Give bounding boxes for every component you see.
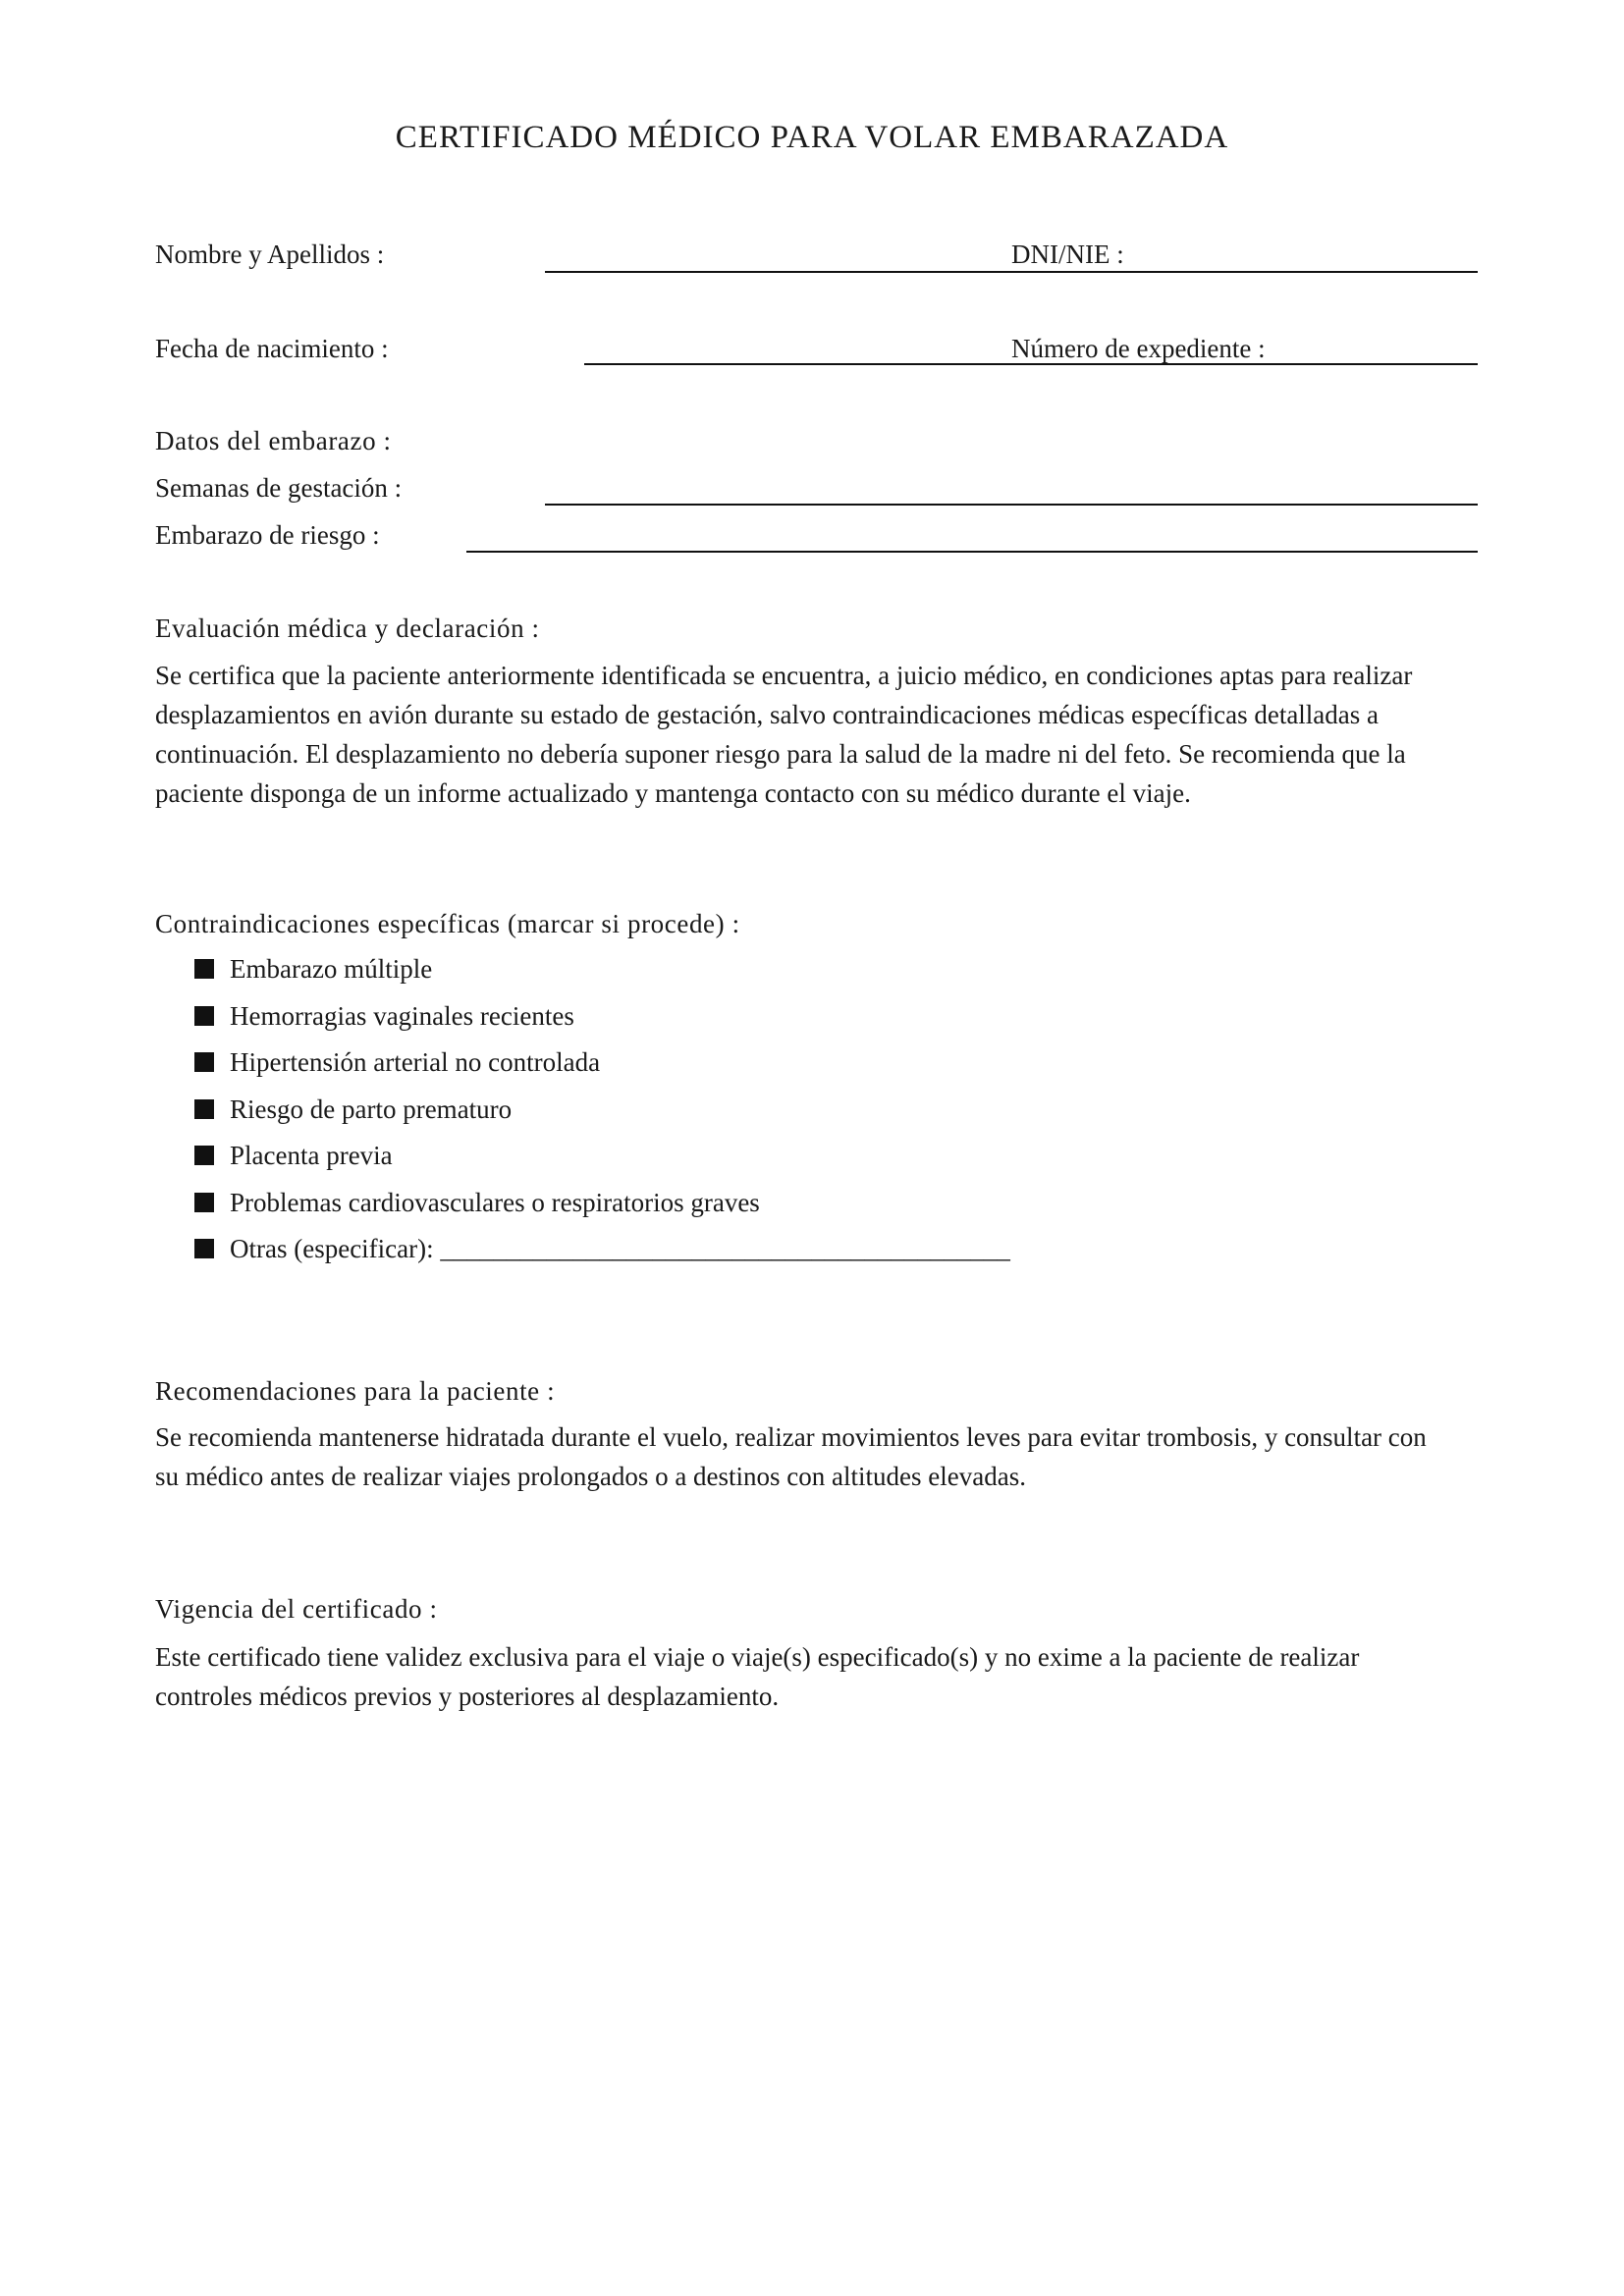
evaluacion-paragraph [155,656,1481,813]
vigencia-paragraph [155,1637,1481,1716]
checkbox-square-icon[interactable] [194,1052,214,1072]
semanas-line[interactable] [545,504,1478,506]
checkbox-item-otras[interactable] [194,1234,1010,1264]
riesgo-label: Embarazo de riesgo : [155,520,380,550]
recomendaciones-paragraph [155,1417,1481,1496]
checkbox-square-icon[interactable] [194,1146,214,1165]
vigencia-heading: Vigencia del certificado : [155,1594,438,1624]
recomendaciones-heading: Recomendaciones para la paciente : [155,1376,556,1406]
riesgo-line[interactable] [466,551,1478,553]
checkbox-label: Hipertensión arterial no controlada [230,1047,601,1077]
checkbox-square-icon[interactable] [194,1099,214,1119]
evaluacion-heading: Evaluación médica y declaración : [155,614,540,643]
checkbox-item[interactable] [194,1001,574,1032]
semanas-label: Semanas de gestación : [155,473,403,503]
checkbox-label: Embarazo múltiple [230,954,433,984]
checkbox-item[interactable] [194,954,432,985]
nombre-label: Nombre y Apellidos : [155,240,385,269]
evaluacion-line: paciente disponga de un informe actualizado y mantenga contacto con su médico durante el viaje. [155,778,1191,808]
evaluacion-line: Se certifica que la paciente anteriormente identificada se encuentra, a juicio médico, en condiciones aptas para realizar [155,661,1413,690]
checkbox-label: Hemorragias vaginales recientes [230,1001,574,1031]
expediente-label: Número de expediente : [1011,334,1266,363]
checkbox-square-icon[interactable] [194,1006,214,1026]
checkbox-item[interactable] [194,1095,512,1125]
checkbox-label: Riesgo de parto prematuro [230,1095,513,1124]
dni-label: DNI/NIE : [1011,240,1124,269]
checkbox-item[interactable] [194,1047,600,1078]
evaluacion-line: continuación. El desplazamiento no debería suponer riesgo para la salud de la madre ni del feto. Se recomienda que la [155,739,1406,769]
checkbox-square-icon[interactable] [194,1193,214,1212]
checkbox-label: Problemas cardiovasculares o respiratorios graves [230,1188,760,1217]
checkbox-label: Placenta previa [230,1141,393,1170]
checkbox-square-icon[interactable] [194,959,214,979]
checkbox-item[interactable] [194,1188,760,1218]
contraindicaciones-heading: Contraindicaciones específicas (marcar si procede) : [155,909,740,938]
vigencia-line: controles médicos previos y posteriores al desplazamiento. [155,1682,780,1711]
recomendaciones-line: Se recomienda mantenerse hidratada durante el vuelo, realizar movimientos leves para evitar trombosis, y consultar con [155,1422,1427,1452]
recomendaciones-line: su médico antes de realizar viajes prolongados o a destinos con altitudes elevadas. [155,1462,1026,1491]
embarazo-heading: Datos del embarazo : [155,426,392,455]
evaluacion-line: desplazamientos en avión durante su estado de gestación, salvo contraindicaciones médicas específicas detalladas a [155,700,1380,729]
checkbox-label: Otras (especificar): ___________________________________________ [230,1234,1010,1263]
fecha-nacimiento-label: Fecha de nacimiento : [155,334,389,363]
checkbox-item[interactable] [194,1141,393,1171]
checkbox-square-icon[interactable] [194,1239,214,1258]
vigencia-line: Este certificado tiene validez exclusiva para el viaje o viaje(s) especificado(s) y no exime a la paciente de realizar [155,1642,1360,1672]
document-title: CERTIFICADO MÉDICO PARA VOLAR EMBARAZADA [395,120,1229,155]
nombre-dni-line[interactable] [545,271,1478,273]
